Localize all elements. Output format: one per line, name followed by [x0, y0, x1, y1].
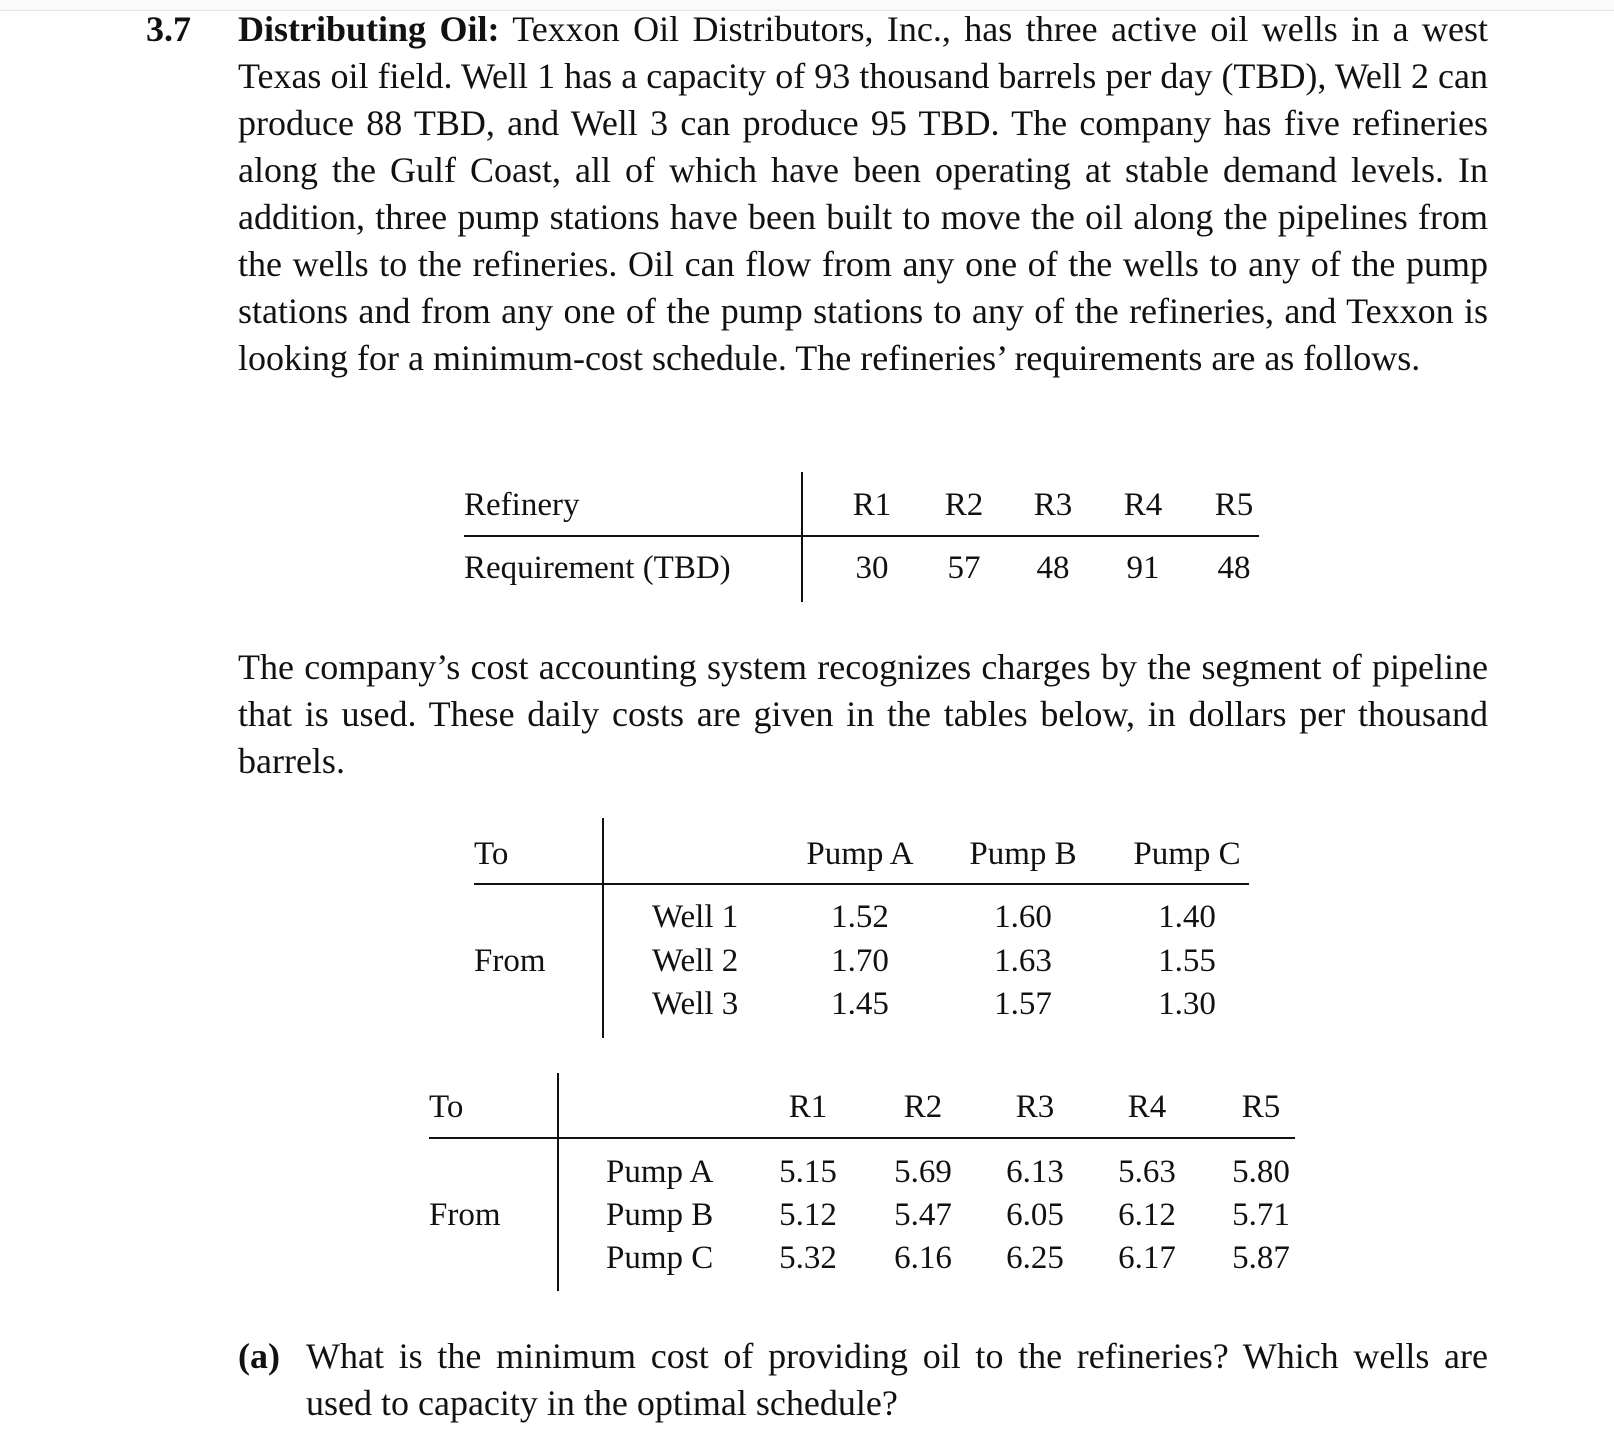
requirements-value: 57	[947, 550, 981, 586]
problem-title: Distributing Oil:	[238, 9, 500, 49]
well-pump-col-header: Pump A	[806, 836, 914, 872]
pump-refinery-to-label: To	[429, 1089, 464, 1125]
well-pump-cell: 1.30	[1158, 986, 1216, 1022]
pump-refinery-col-header: R1	[788, 1089, 828, 1125]
pump-refinery-cell: 5.63	[1118, 1154, 1176, 1190]
well-pump-vertical-rule	[602, 818, 604, 1038]
requirements-col-header: R3	[1033, 487, 1073, 523]
requirements-value: 48	[1036, 550, 1070, 586]
pump-refinery-col-header: R4	[1127, 1089, 1167, 1125]
pump-refinery-cell: 6.25	[1006, 1240, 1064, 1276]
pump-refinery-cell: 5.69	[894, 1154, 952, 1190]
pump-refinery-cell: 5.15	[779, 1154, 837, 1190]
well-pump-horizontal-rule	[474, 883, 1249, 885]
pump-refinery-col-header: R3	[1015, 1089, 1055, 1125]
well-pump-from-label: From	[474, 943, 546, 979]
pump-refinery-cell: 6.17	[1118, 1240, 1176, 1276]
well-pump-col-header: Pump C	[1133, 836, 1241, 872]
pump-refinery-cell: 6.05	[1006, 1197, 1064, 1233]
well-pump-cell: 1.55	[1158, 943, 1216, 979]
pump-refinery-row-label: Pump B	[606, 1197, 714, 1233]
well-pump-row-label: Well 3	[652, 986, 739, 1022]
pump-refinery-cell: 5.87	[1232, 1240, 1290, 1276]
requirements-value: 30	[855, 550, 889, 586]
requirements-value: 48	[1217, 550, 1251, 586]
pump-refinery-row-label: Pump C	[606, 1240, 714, 1276]
well-pump-cell: 1.57	[994, 986, 1052, 1022]
well-pump-cell: 1.63	[994, 943, 1052, 979]
requirements-value: 91	[1126, 550, 1160, 586]
requirements-table-vertical-rule	[801, 472, 803, 602]
pump-refinery-cell: 5.47	[894, 1197, 952, 1233]
pump-refinery-from-label: From	[429, 1197, 501, 1233]
pump-refinery-cell: 5.71	[1232, 1197, 1290, 1233]
well-pump-cell: 1.70	[831, 943, 889, 979]
well-pump-to-label: To	[474, 836, 509, 872]
well-pump-cell: 1.60	[994, 899, 1052, 935]
question-a-label: (a)	[238, 1336, 280, 1376]
well-pump-cell: 1.52	[831, 899, 889, 935]
pump-refinery-col-header: R5	[1241, 1089, 1281, 1125]
pump-refinery-col-header: R2	[903, 1089, 943, 1125]
well-pump-row-label: Well 2	[652, 943, 739, 979]
requirements-col-header: R5	[1214, 487, 1254, 523]
well-pump-cell: 1.40	[1158, 899, 1216, 935]
pump-refinery-row-label: Pump A	[606, 1154, 714, 1190]
well-pump-col-header: Pump B	[969, 836, 1077, 872]
problem-intro-text: Texxon Oil Distributors, Inc., has three active oil wells in a west Texas oil field. Well 1 has a capacity of 93 thousand barrels per day (TBD), Well 2 can produce 88 TBD, and Well 3 can produce 95 TBD. The company has five refineries along the Gulf Coast, all of which have been operating at stable demand levels. In addition, three pump stations have been built to move the oil along the pipelines from the wells to the refineries. Oil can flow from any one of the wells to any of the pump stations and from any one of the pump stations to any of the refineries, and Texxon is looking for a minimum-cost schedule. The refineries’ requirements are as follows.	[238, 9, 1489, 378]
well-pump-cell: 1.45	[831, 986, 889, 1022]
problem-intro	[238, 6, 1488, 382]
pump-refinery-cell: 6.13	[1006, 1154, 1064, 1190]
requirements-row-header: Refinery	[464, 487, 580, 523]
pump-refinery-horizontal-rule	[429, 1137, 1295, 1139]
cost-paragraph: The company’s cost accounting system recognizes charges by the segment of pipeline that is used. These daily costs are given in the tables below, in dollars per thousand barrels.	[238, 647, 1488, 781]
requirements-col-header: R4	[1123, 487, 1163, 523]
pump-refinery-cell: 5.32	[779, 1240, 837, 1276]
requirements-col-header: R2	[944, 487, 984, 523]
pump-refinery-cell: 5.12	[779, 1197, 837, 1233]
pump-refinery-cell: 5.80	[1232, 1154, 1290, 1190]
well-pump-row-label: Well 1	[652, 899, 739, 935]
question-a-text: What is the minimum cost of providing oil to the refineries? Which wells are used to capacity in the optimal schedule?	[306, 1336, 1488, 1423]
pump-refinery-cell: 6.12	[1118, 1197, 1176, 1233]
requirements-table-horizontal-rule	[464, 535, 1259, 537]
problem-number: 3.7	[146, 9, 191, 49]
pump-refinery-vertical-rule	[557, 1073, 559, 1291]
requirements-value-header: Requirement (TBD)	[464, 550, 731, 586]
pump-refinery-cell: 6.16	[894, 1240, 952, 1276]
requirements-col-header: R1	[852, 487, 892, 523]
